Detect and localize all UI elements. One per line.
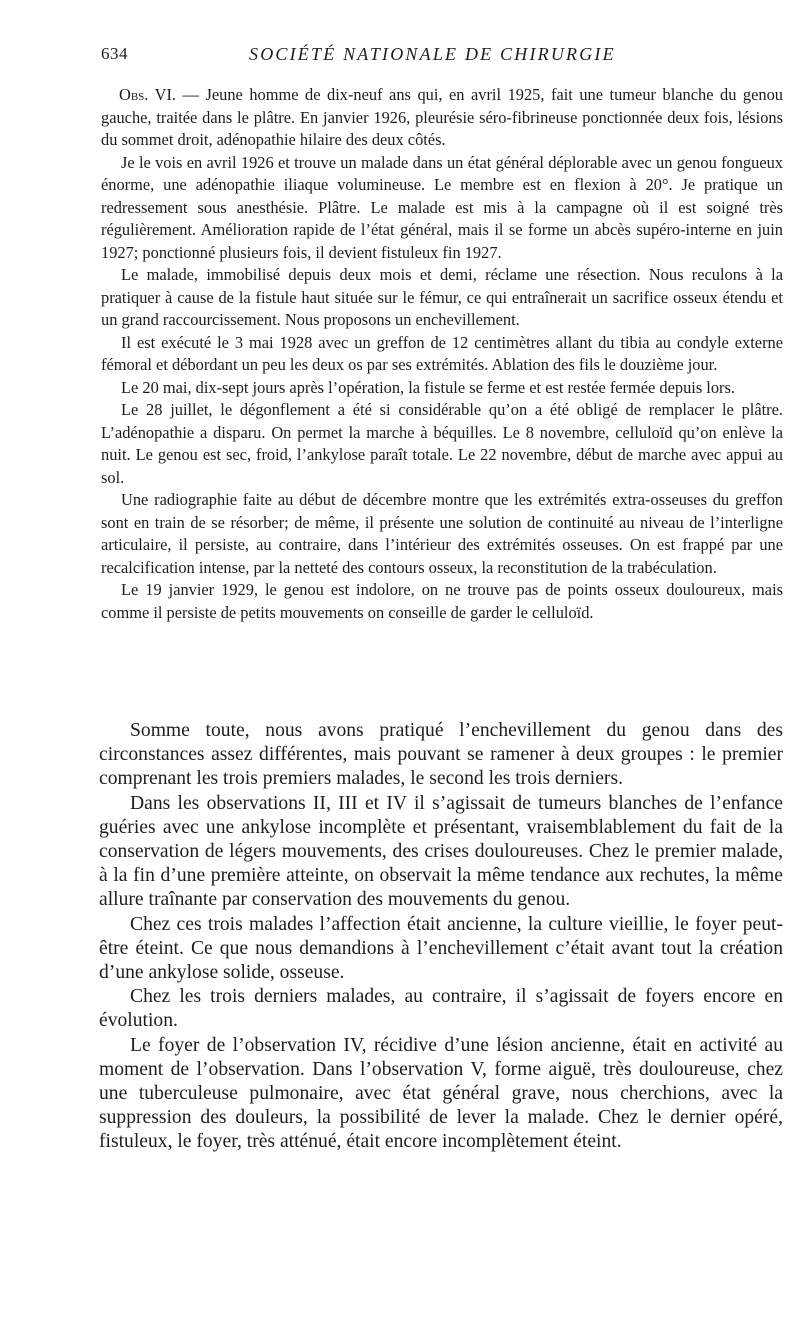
observation-paragraph: Je le vois en avril 1926 et trouve un malade dans un état général déplorable avec un genou fongueux énorme, une adénopathie iliaque volumineuse. Le membre est en flexion à 20°. Je pratique un redressement sous anesthésie. Plâtre. Le malade est mis à la campagne où il est soigné très régulièrement. Amélioration rapide de l’état général, mais il se forme un abcès supéro-interne en juin 1927; ponctionné plusieurs fois, il devient fistuleux fin 1927.	[101, 152, 783, 262]
page-header	[101, 44, 781, 68]
observation-paragraph: Le malade, immobilisé depuis deux mois et demi, réclame une résection. Nous reculons à la pratiquer à cause de la fistule haut située sur le fémur, ce qui entraînerait un sacrifice osseux étendu et un grand raccourcissement. Nous proposons un enchevillement.	[101, 265, 783, 329]
discussion-paragraph: Chez les trois derniers malades, au contraire, il s’agissait de foyers encore en évolution.	[99, 986, 783, 1032]
running-title: SOCIÉTÉ NATIONALE DE CHIRURGIE	[249, 44, 616, 64]
discussion-paragraph: Dans les observations II, III et IV il s’agissait de tumeurs blanches de l’enfance guéries avec une ankylose incomplète et présentant, vraisemblablement du fait de la conservation de légers mouvements, des crises douloureuses. Chez le premier malade, à la fin d’une première atteinte, on observait la même tendance aux rechutes, la même allure traînante par conservation des mouvements du genou.	[99, 792, 783, 911]
observation-section	[101, 84, 783, 624]
observation-paragraph	[101, 84, 783, 152]
observation-paragraph: Le 19 janvier 1929, le genou est indolore, on ne trouve pas de points osseux douloureux, mais comme il persiste de petits mouvements on conseille de garder le celluloïd.	[101, 580, 783, 622]
observation-paragraph: Le 28 juillet, le dégonflement a été si considérable qu’on a été obligé de remplacer le plâtre. L’adénopathie a disparu. On permet la marche à béquilles. Le 8 novembre, celluloïd qu’on enlève la nuit. Le genou est sec, froid, l’ankylose paraît totale. Le 22 novembre, début de marche avec appui au sol.	[101, 400, 783, 487]
observation-label: Obs. VI.	[119, 85, 177, 104]
observation-paragraph: Une radiographie faite au début de décembre montre que les extrémités extra-osseuses du greffon sont en train de se résorber; de même, il présente une solution de continuité au niveau de l’interligne articulaire, il persiste, au contraire, dans l’intérieur des extrémités osseuses. On est frappé par une recalcification intense, par la netteté des contours osseux, la reconstitution de la trabéculation.	[101, 490, 783, 577]
observation-paragraph: Il est exécuté le 3 mai 1928 avec un greffon de 12 centimètres allant du tibia au condyle externe fémoral et débordant un peu les deux os par ses extrémités. Ablation des fils le douzième jour.	[101, 332, 783, 374]
discussion-paragraph: Somme toute, nous avons pratiqué l’enchevillement du genou dans des circonstances assez différentes, mais pouvant se ramener à deux groupes : le premier comprenant les trois premiers malades, le second les trois derniers.	[99, 720, 783, 790]
discussion-paragraph: Le foyer de l’observation IV, récidive d’une lésion ancienne, était en activité au moment de l’observation. Dans l’observation V, forme aiguë, très douloureuse, chez une tuberculeuse pulmonaire, avec état général grave, nous cherchions, avec la suppression des douleurs, la possibilité de lever la malade. Chez le dernier opéré, fistuleux, le foyer, très atténué, était encore incomplètement éteint.	[99, 1034, 783, 1153]
observation-text: — Jeune homme de dix-neuf ans qui, en avril 1925, fait une tumeur blanche du genou gauche, traitée dans le plâtre. En janvier 1926, pleurésie séro-fibrineuse ponctionnée deux fois, lésions du sommet droit, adénopathie hilaire des deux côtés.	[101, 85, 783, 149]
discussion-paragraph: Chez ces trois malades l’affection était ancienne, la culture vieillie, le foyer peut-être éteint. Ce que nous demandions à l’enchevillement c’était avant tout la création d’une ankylose solide, osseuse.	[99, 913, 783, 984]
page-number: 634	[101, 44, 128, 63]
observation-paragraph: Le 20 mai, dix-sept jours après l’opération, la fistule se ferme et est restée fermée depuis lors.	[121, 377, 735, 397]
discussion-section	[99, 719, 783, 1155]
